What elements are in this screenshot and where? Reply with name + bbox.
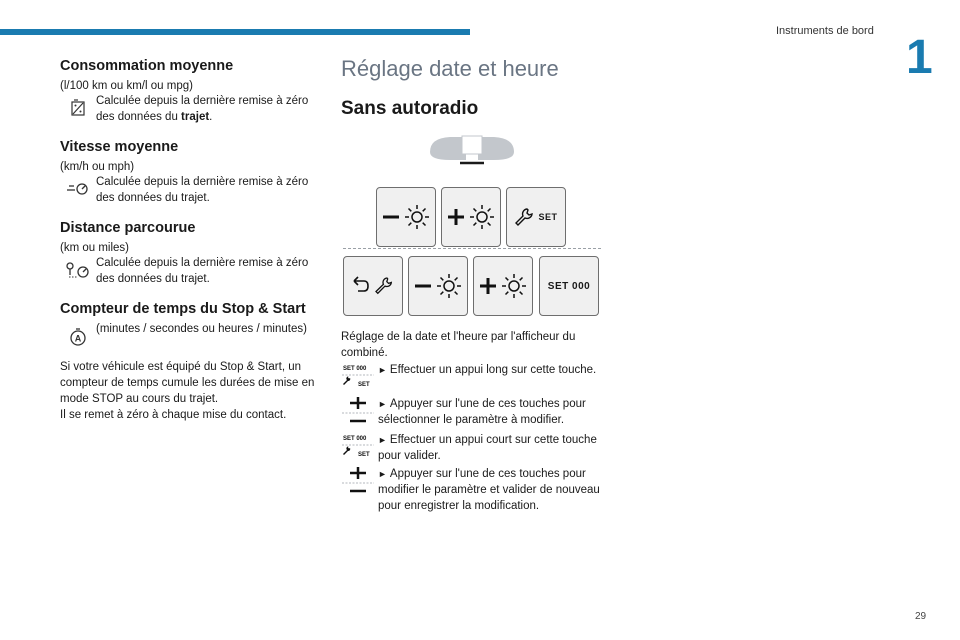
distance-unit: (km ou miles) [60,242,130,254]
header-accent-bar [0,29,470,35]
plus-minus-keys-icon [341,396,378,431]
svg-text:SET: SET [358,452,370,458]
instructions [341,329,606,514]
fuel-consumption-icon [60,93,96,125]
distance-desc: Calculée depuis la dernière remise à zéro des données du trajet. [96,257,309,285]
distance-section [60,220,325,287]
svg-text:SET 000: SET 000 [343,366,367,372]
consumption-desc-bold: trajet [181,111,210,123]
brightness-plus-icon-2 [478,273,528,299]
distance-title: Distance parcourue [60,220,196,236]
speed-desc: Calculée depuis la dernière remise à zéro des données du trajet. [96,176,309,204]
distance-icon [60,255,96,287]
right-column [341,56,621,120]
plus-minus-keys-icon-2 [341,466,378,514]
stopstart-desc: (minutes / secondes ou heures / minutes) [96,323,307,335]
section-title: Instruments de bord [776,25,874,37]
speedometer-icon [60,174,96,206]
step-4: ► Appuyer sur l'une de ces touches pour modifier le paramètre et valider de nouveau pour enregistrer la modification. [341,466,606,514]
brightness-minus-icon-2 [413,273,463,299]
step-3: SET 000 SET ► Effectuer un appui court sur cette touche pour valider. [341,432,606,465]
brightness-plus-button-2[interactable] [473,256,533,316]
step-2: ► Appuyer sur l'une de ces touches pour sélectionner le paramètre à modifier. [341,396,606,431]
stopstart-paragraph: Si votre véhicule est équipé du Stop & Start, un compteur de temps cumule les durées de mise en mode STOP au cours du trajet. [60,361,315,405]
brightness-plus-icon [446,204,496,230]
step-2-text: Appuyer sur l'une de ces touches pour sélectionner le paramètre à modifier. [378,398,586,426]
svg-text:SET 000: SET 000 [343,436,367,442]
speed-section [60,139,325,206]
set-000-label: SET 000 [547,280,591,292]
stop-start-icon [60,321,96,347]
brightness-minus-button[interactable] [376,187,436,247]
brightness-plus-button[interactable] [441,187,501,247]
consumption-title: Consommation moyenne [60,58,234,74]
intro-text: Réglage de la date et l'heure par l'afficheur du combiné. [341,331,576,359]
step-4-text: Appuyer sur l'une de ces touches pour modifier le paramètre et valider de nouveau pour enregistrer la modification. [378,468,600,512]
page-number: 29 [915,611,927,622]
left-column [60,58,325,423]
date-time-title: Réglage date et heure [341,56,559,81]
chapter-number: 1 [906,31,933,84]
stopstart-section [60,301,325,423]
set-label: SET [538,212,558,222]
instrument-display-icon [426,132,518,170]
wrench-set-button[interactable] [506,187,566,247]
back-wrench-icon [350,275,396,297]
set-keys-icon [341,362,378,395]
back-wrench-button[interactable] [343,256,403,316]
step-1-text: Effectuer un appui long sur cette touche. [389,364,597,376]
dashed-divider [343,248,601,249]
set-keys-icon-2 [341,432,378,465]
speed-unit: (km/h ou mph) [60,161,135,173]
step-3-text: Effectuer un appui court sur cette touche pour valider. [378,434,597,462]
set-000-button[interactable] [539,256,599,316]
stopstart-title: Compteur de temps du Stop & Start [60,301,306,317]
consumption-section: Consommation moyenne (l/100 km ou km/l ou mpg) Calculée depuis la dernière remise à zéro des données du trajet. [60,58,325,125]
stopstart-paragraph-2: Il se remet à zéro à chaque mise du contact. [60,409,287,421]
brightness-minus-icon [381,204,431,230]
step-1: SET 000 SET ► Effectuer un appui long sur cette touche. [341,362,606,395]
wrench-icon [514,207,534,227]
brightness-minus-button-2[interactable] [408,256,468,316]
consumption-unit: (l/100 km ou km/l ou mpg) [60,80,193,92]
svg-text:SET: SET [358,382,370,388]
svg-text:A: A [74,333,82,344]
without-radio-subtitle: Sans autoradio [341,98,479,119]
speed-title: Vitesse moyenne [60,139,179,155]
consumption-desc: Calculée depuis la dernière remise à zéro des données du [96,95,309,123]
